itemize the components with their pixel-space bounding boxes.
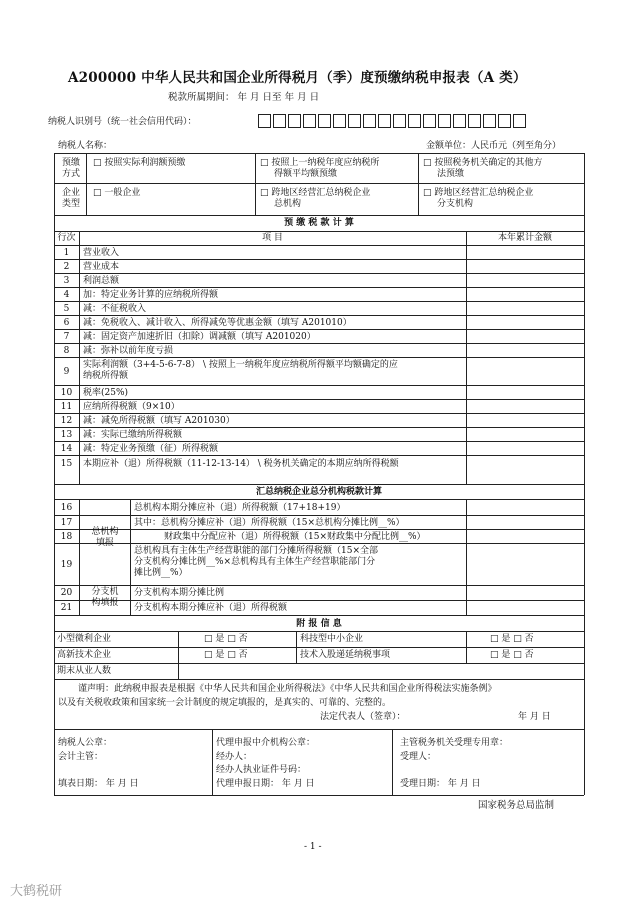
summary-row-number: 21 (60, 603, 73, 613)
watermark: 大鹤税研 (10, 884, 63, 899)
declaration-date: 年 月 日 (518, 712, 551, 722)
head-office-group-label: 总机构 填报 (91, 527, 119, 548)
calc-row-number: 14 (60, 443, 73, 454)
calc-row-amount-input[interactable] (467, 260, 583, 272)
receiver-label: 受理人： (400, 752, 437, 762)
calc-row-label: 利润总额 (83, 275, 120, 286)
entity-branch-checkbox[interactable]: □ 跨地区经营汇总纳税企业 分支机构 (423, 188, 534, 209)
calc-row-amount-input[interactable] (467, 274, 583, 286)
summary-row-label: 其中：总机构分摊应补（退）所得税额（15×总机构分摊比例__%） (134, 517, 405, 528)
summary-row-amount-input[interactable] (467, 516, 583, 528)
calc-row-amount-input[interactable] (467, 428, 583, 440)
employees-label: 期末从业人数 (57, 666, 112, 676)
high-tech-yes-no[interactable]: □ 是 □ 否 (204, 650, 248, 660)
summary-row-label: 总机构本期分摊应补（退）所得税额（17+18+19） (134, 502, 346, 513)
summary-row-amount-input[interactable] (467, 586, 583, 599)
summary-row-label: 分支机构本期分摊应补（退）所得税额 (134, 603, 288, 613)
method-actual-profit-checkbox[interactable]: □ 按照实际利润额预缴 (93, 158, 186, 168)
branch-group-label: 分支机 构填报 (91, 587, 119, 608)
calc-row-amount-input[interactable] (467, 330, 583, 342)
summary-row-amount-input[interactable] (467, 530, 583, 542)
summary-row-amount-input[interactable] (467, 500, 583, 514)
calc-row-amount-input[interactable] (467, 400, 583, 412)
entity-general-checkbox[interactable]: □ 一般企业 (93, 188, 141, 198)
calc-row-number: 2 (63, 261, 70, 272)
calc-row-number: 13 (60, 429, 73, 440)
handler-cert-label: 经办人执业证件号码： (216, 765, 307, 775)
calc-row-number: 1 (63, 247, 70, 258)
calc-row-number: 4 (63, 289, 70, 300)
summary-row-amount-input[interactable] (467, 544, 583, 584)
employees-input[interactable] (179, 664, 583, 678)
calc-row-amount-input[interactable] (467, 302, 583, 314)
calc-row-number: 12 (60, 415, 73, 426)
calc-row-amount-input[interactable] (467, 456, 583, 470)
calc-row-label: 减：减免所得税额（填写 A201030） (83, 415, 235, 426)
attached-section-title: 附 报 信 息 (296, 619, 342, 629)
calc-row-label: 加：特定业务计算的应纳税所得额 (83, 289, 219, 300)
calc-row-amount-input[interactable] (467, 358, 583, 384)
form-title: A200000 中华人民共和国企业所得税月（季）度预缴纳税申报表（A 类） (68, 70, 527, 86)
handler-label: 经办人： (216, 752, 253, 762)
calc-row-label: 实际利润额（3+4-5-6-7-8） \ 按照上一纳税年度应纳税所得额平均额确定的应 纳税所得额 (83, 360, 398, 381)
page-number: - 1 - (304, 842, 322, 852)
calc-row-label: 减：不征税收入 (83, 303, 147, 314)
calc-row-amount-input[interactable] (467, 288, 583, 300)
tech-sme-label: 科技型中小企业 (300, 634, 364, 644)
calc-row-number: 7 (63, 331, 70, 342)
calc-row-label: 减：特定业务预缴（征）所得税额 (83, 443, 219, 454)
summary-row-number: 16 (60, 502, 73, 513)
agent-seal-label: 代理申报中介机构公章： (216, 738, 316, 748)
calc-row-label: 应纳所得税额（9×10） (83, 401, 180, 412)
calc-row-label: 营业收入 (83, 247, 120, 258)
calc-row-number: 3 (63, 275, 70, 286)
amount-unit: 金额单位：人民币元（列至角分） (426, 141, 562, 151)
calc-row-amount-input[interactable] (467, 442, 583, 454)
declaration-line1: 谨声明：此纳税申报表是根据《中华人民共和国企业所得税法》《中华人民共和国企业所得税法实施条例》 (78, 684, 497, 694)
declaration-line2: 以及有关税收政策和国家统一会计制度的规定填报的，是真实的、可靠的、完整的。 (58, 698, 392, 708)
summary-row-number: 17 (60, 517, 73, 528)
high-tech-label: 高新技术企业 (57, 650, 112, 660)
method-other-checkbox[interactable]: □ 按照税务机关确定的其他方 法预缴 (423, 158, 543, 179)
summary-row-label: 分支机构本期分摊比例 (134, 588, 225, 598)
taxpayer-seal-label: 纳税人公章： (58, 738, 113, 748)
receive-date-label: 受理日期： 年 月 日 (400, 779, 481, 789)
agent-date-label: 代理申报日期： 年 月 日 (216, 779, 315, 789)
calc-row-label: 本期应补（退）所得税额（11-12-13-14） \ 税务机关确定的本期应纳所得税额 (83, 458, 399, 469)
calc-row-amount-input[interactable] (467, 386, 583, 398)
col-amount-header: 本年累计金额 (497, 233, 552, 243)
summary-row-amount-input[interactable] (467, 601, 583, 614)
entity-head-office-checkbox[interactable]: □ 跨地区经营汇总纳税企业 总机构 (260, 188, 371, 209)
small-enterprise-label: 小型微利企业 (57, 634, 112, 644)
calc-row-label: 减：实际已缴纳所得税额 (83, 429, 183, 440)
col-row-header: 行次 (57, 233, 76, 243)
tax-office-seal-label: 主管税务机关受理专用章： (400, 738, 509, 748)
calc-row-amount-input[interactable] (467, 414, 583, 426)
summary-row-label: 财政集中分配应补（退）所得税额（15×财政集中分配比例__%） (164, 531, 426, 542)
calc-row-number: 8 (63, 345, 70, 356)
tech-invest-label: 技术入股递延纳税事项 (300, 650, 391, 660)
summary-row-number: 18 (60, 531, 73, 542)
tax-period: 税款所属期间： 年 月 日至 年 月 日 (168, 92, 320, 103)
calc-row-amount-input[interactable] (467, 246, 583, 258)
entity-type-label: 企业 类型 (61, 188, 80, 209)
method-average-income-checkbox[interactable]: □ 按照上一纳税年度应纳税所 得额平均额预缴 (260, 158, 380, 179)
calc-section-title: 预 缴 税 款 计 算 (284, 218, 354, 228)
summary-row-label: 总机构具有主体生产经营职能的部门分摊所得税额（15×全部 分支机构分摊比例__%×总机构具有主体生产经营职能部门分 摊比例__%） (134, 546, 378, 578)
col-item-header: 项 目 (262, 233, 283, 243)
summary-section-title: 汇总纳税企业总分机构税款计算 (255, 487, 382, 497)
taxpayer-id-input[interactable] (258, 114, 526, 128)
taxpayer-name-label: 纳税人名称： (58, 141, 113, 151)
calc-row-label: 减：固定资产加速折旧（扣除）调减额（填写 A201020） (83, 331, 316, 342)
method-label: 预缴 方式 (61, 158, 80, 179)
calc-row-label: 减：免税收入、减计收入、所得减免等优惠金额（填写 A201010） (83, 317, 352, 328)
tech-sme-yes-no[interactable]: □ 是 □ 否 (490, 634, 534, 644)
calc-row-label: 营业成本 (83, 261, 120, 272)
summary-row-number: 19 (60, 559, 73, 570)
calc-row-label: 减：弥补以前年度亏损 (83, 345, 174, 356)
small-enterprise-yes-no[interactable]: □ 是 □ 否 (204, 634, 248, 644)
accountant-label: 会计主管： (58, 752, 104, 762)
tech-invest-yes-no[interactable]: □ 是 □ 否 (490, 650, 534, 660)
calc-row-number: 11 (60, 401, 73, 412)
calc-row-number: 15 (60, 458, 73, 469)
calc-row-label: 税率(25%) (83, 387, 129, 398)
calc-row-amount-input[interactable] (467, 344, 583, 356)
fill-date-label: 填表日期： 年 月 日 (58, 779, 139, 789)
calc-row-number: 5 (63, 303, 70, 314)
summary-row-number: 20 (60, 588, 73, 598)
calc-row-amount-input[interactable] (467, 316, 583, 328)
taxpayer-id-label: 纳税人识别号（统一社会信用代码）： (48, 117, 197, 127)
legal-rep-label: 法定代表人（签章）： (320, 712, 406, 722)
calc-row-number: 10 (60, 387, 73, 398)
calc-row-number: 6 (63, 317, 70, 328)
calc-row-number: 9 (63, 366, 70, 377)
supervisor-text: 国家税务总局监制 (478, 800, 555, 811)
